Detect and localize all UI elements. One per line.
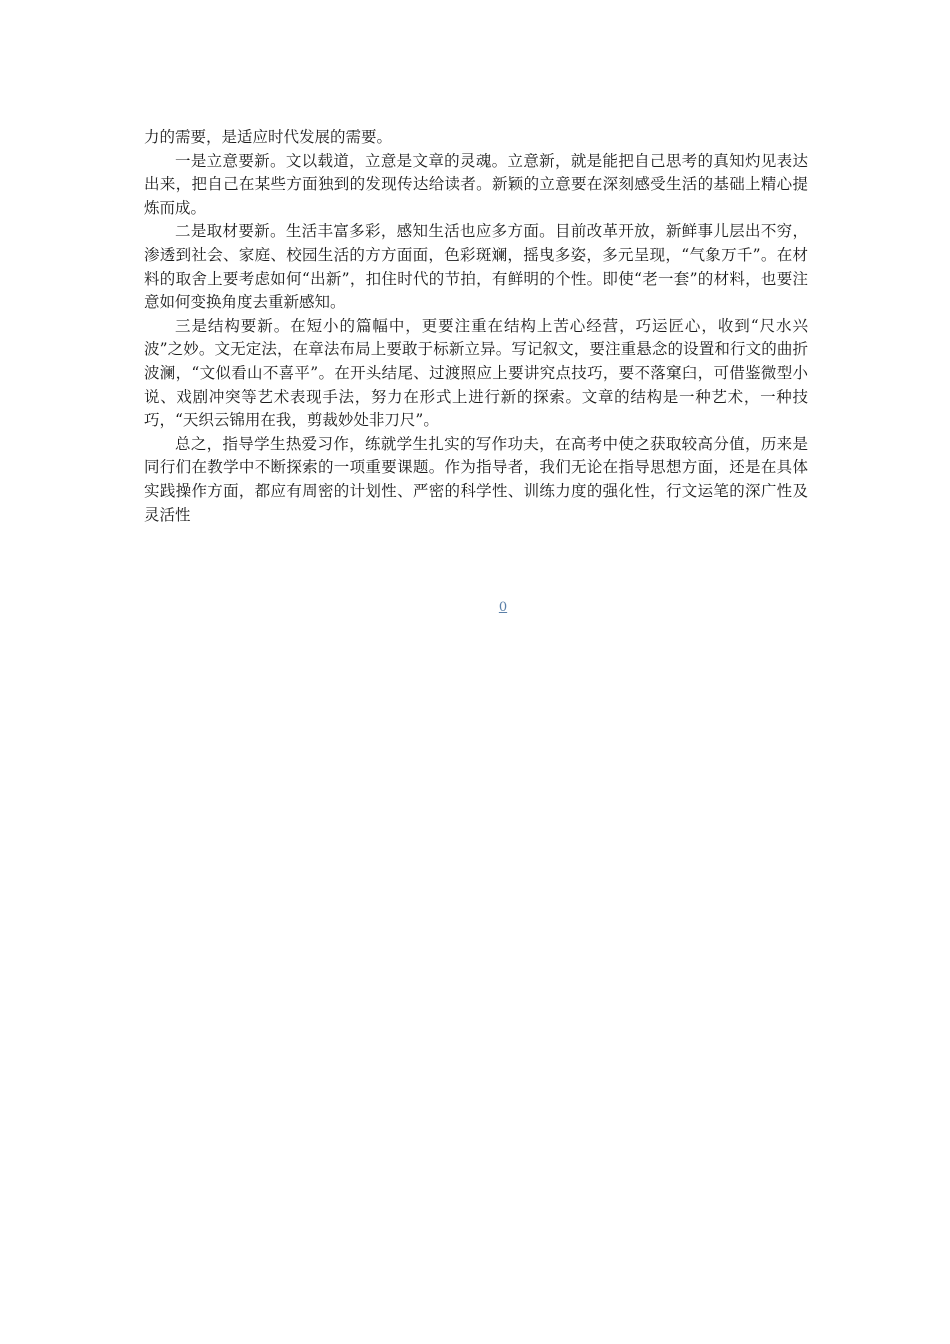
paragraph-originality-of-theme: 一是立意要新。文以载道，立意是文章的灵魂。立意新，就是能把自己思考的真知灼见表达出来，把自己在某些方面独到的发现传达给读者。新颖的立意要在深刻感受生活的基础上精心提炼而成。 (144, 151, 808, 217)
paragraph-conclusion: 总之，指导学生热爱习作，练就学生扎实的写作功夫，在高考中使之获取较高分值，历来是同行们在教学中不断探索的一项重要课题。作为指导者，我们无论在指导思想方面，还是在具体实践操作方面，都应有周密的计划性、严密的科学性、训练力度的强化性，行文运笔的深广性及灵活性 (144, 434, 808, 524)
paragraph-originality-of-structure: 三是结构要新。在短小的篇幅中，更要注重在结构上苦心经营，巧运匠心，收到“尺水兴波”之妙。文无定法，在章法布局上要敢于标新立异。写记叙文，要注重悬念的设置和行文的曲折波澜，“文似看山不喜平”。在开头结尾、过渡照应上要讲究点技巧，要不落窠臼，可借鉴微型小说、戏剧冲突等艺术表现手法，努力在形式上进行新的探索。文章的结构是一种艺术，一种技巧，“天织云锦用在我，剪裁妙处非刀尺”。 (144, 316, 808, 430)
paragraph-originality-of-material: 二是取材要新。生活丰富多彩，感知生活也应多方面。目前改革开放，新鲜事儿层出不穷，渗透到社会、家庭、校园生活的方方面面，色彩斑斓，摇曳多姿，多元呈现，“气象万千”。在材料的取舍上要考虑如何“出新”，扣住时代的节拍，有鲜明的个性。即使“老一套”的材料，也要注意如何变换角度去重新感知。 (144, 222, 808, 312)
paragraph-continuation: 力的需要，是适应时代发展的需要。 (144, 128, 393, 146)
document-body (144, 126, 808, 527)
page-number: 0 (498, 600, 508, 615)
